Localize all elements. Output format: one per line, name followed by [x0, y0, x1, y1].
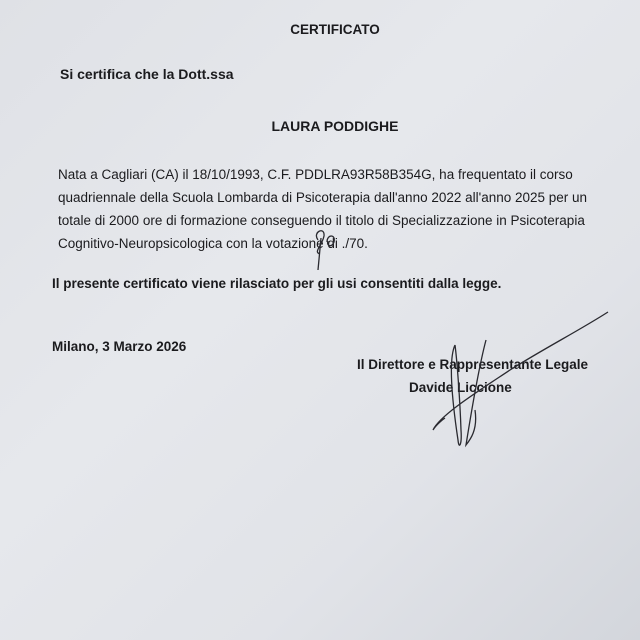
certified-name: LAURA PODDIGHE [271, 118, 399, 134]
place-date: Milano, 3 Marzo 2026 [52, 339, 187, 354]
signer-role: Il Direttore e Rappresentante Legale [357, 357, 589, 372]
document-title: CERTIFICATO [290, 22, 380, 37]
intro-line: Si certifica che la Dott.ssa [60, 66, 234, 82]
body-line: Cognitivo-Neuropsicologica con la votazione di ./70. [58, 236, 368, 251]
certificate-body [58, 163, 620, 255]
signature-block [52, 339, 622, 399]
signer-name: Davide Liccione [409, 380, 512, 395]
closing-statement: Il presente certificato viene rilasciato per gli usi consentiti dalla legge. [52, 276, 502, 291]
body-line: totale di 2000 ore di formazione conseguendo il titolo di Specializzazione in Psicoterapia [58, 213, 585, 228]
body-line: Nata a Cagliari (CA) il 18/10/1993, C.F. PDDLRA93R58B354G, ha frequentato il corso [58, 167, 573, 182]
certificate-content [52, 163, 622, 399]
body-line: quadriennale della Scuola Lombarda di Psicoterapia dall'anno 2022 all'anno 2025 per un [58, 190, 588, 205]
